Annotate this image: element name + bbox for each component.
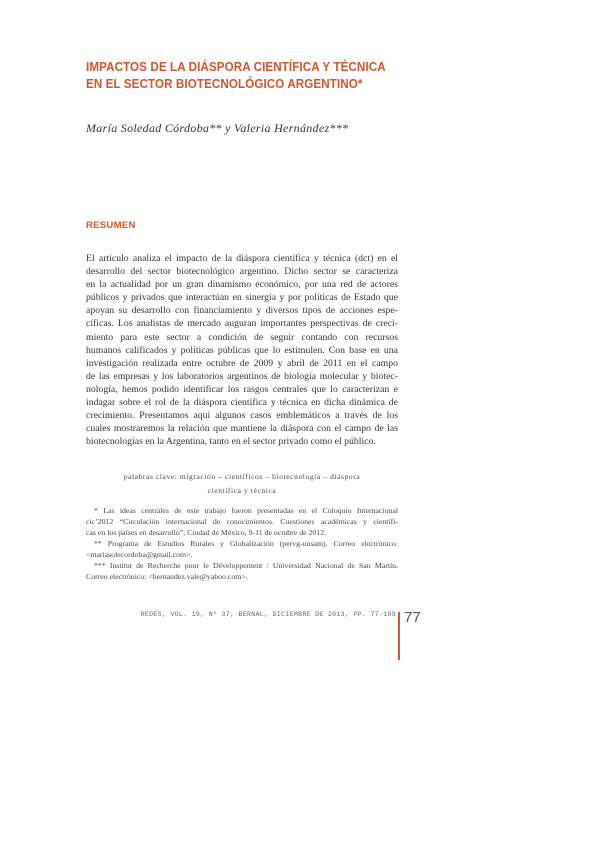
page-number-divider	[398, 612, 400, 660]
title-line-1: IMPACTOS DE LA DIÁSPORA CIENTÍFICA Y TÉCNICA	[86, 60, 386, 74]
article-title	[86, 59, 393, 93]
abstract-line: miento para este sector a condición de seguir contando con recursos	[86, 331, 398, 343]
abstract-line: biotecnologías en la Argentina, tanto en el sector privado como el público.	[86, 436, 376, 448]
keywords-line: palabras clave: migración – científicos – biotecnología – diáspora	[123, 472, 361, 481]
keywords	[86, 470, 398, 498]
footnotes	[86, 505, 398, 582]
footnote-1	[86, 505, 398, 538]
abstract-line: investigación realizada entre octubre de 2009 y abril de 2011 en el campo	[86, 357, 398, 369]
abstract-line: nología, hemos podido identificar los rasgos centrales que lo caracterizan e	[86, 383, 398, 395]
footnote-line: *** Institut de Recherche pour le Développement / Universidad Nacional de San Martín.	[94, 561, 398, 570]
footnote-line: cic’2012 “Circulación internacional de conocimientos. Cuestiones académicas y científi-	[86, 517, 398, 526]
footnote-line: <mariasolecordoba@gmail.com>.	[86, 550, 193, 559]
authors: María Soledad Córdoba** y Valeria Hernández***	[86, 121, 349, 135]
footnote-line: Correo electrónico: <hernandez.vale@yahoo.com>.	[86, 572, 248, 581]
footnote-2	[86, 538, 398, 560]
abstract-line: de las empresas y los laboratorios argentinos de biología molecular y biotec-	[86, 370, 398, 382]
abstract-line: desarrollo del sector biotecnológico argentino. Dicho sector se caracteriza	[86, 266, 398, 278]
abstract-line: El artículo analiza el impacto de la diáspora científica y técnica (dct) en el	[86, 253, 398, 264]
abstract-line: en la actualidad por un gran dinamismo económico, por una red de actores	[86, 279, 398, 291]
abstract-line: cuales mostraremos la relación que mantiene la diáspora con el campo de las	[86, 423, 398, 435]
abstract-line: cíficas. Los analistas de mercado auguran importantes perspectivas de creci-	[86, 318, 398, 330]
abstract-line: indagar sobre el rol de la diáspora científica y técnica en dicha dinámica de	[86, 397, 398, 409]
footnote-line: * Las ideas centrales de este trabajo fueron presentadas en el Coloquio Internacional	[94, 506, 398, 515]
keywords-line: científica y técnica	[207, 486, 277, 495]
footnote-line: ** Programa de Estudios Rurales y Globalización (pervg-unsam). Correo electrónico:	[94, 539, 398, 548]
journal-citation: REDES, VOL. 19, Nº 37, BERNAL, DICIEMBRE DE 2013, PP. 77-109	[140, 611, 396, 618]
footnote-line: cas en los países en desarrollo”, Ciudad de México, 9-11 de octubre de 2012.	[86, 528, 327, 537]
abstract-line: públicos y privados que interactúan en sinergia y por políticas de Estado que	[86, 292, 398, 304]
footnote-3	[86, 560, 398, 582]
abstract-line: crecimiento. Presentamos aquí algunos casos emblemáticos a través de los	[86, 410, 398, 422]
section-heading-resumen: RESUMEN	[86, 220, 136, 231]
abstract-line: apoyan su desarrollo con financiamiento y diversos tipos de acciones espe-	[86, 305, 398, 317]
abstract-body	[86, 252, 398, 448]
title-line-2: EN EL SECTOR BIOTECNOLÓGICO ARGENTINO*	[86, 77, 363, 91]
page-number: 77	[404, 609, 421, 626]
abstract-line: humanos calificados y políticas públicas que lo estimulen. Con base en una	[86, 344, 398, 356]
